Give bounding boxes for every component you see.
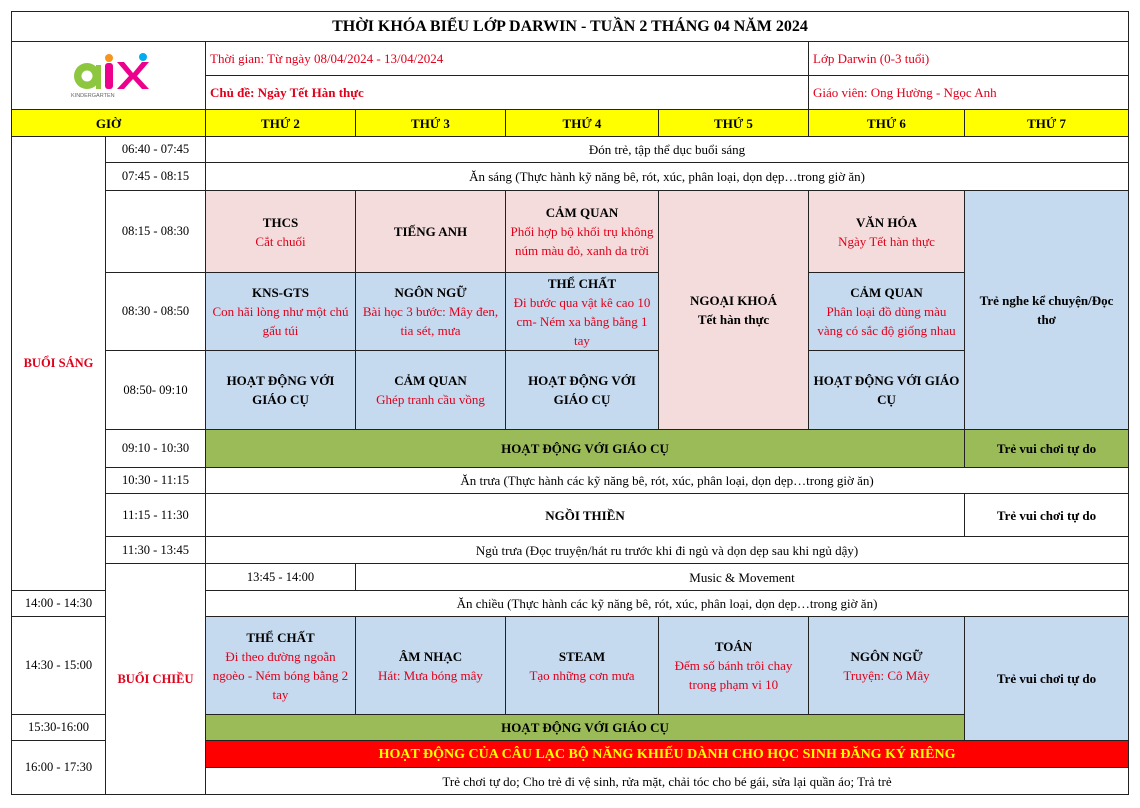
theme: Chủ đề: Ngày Tết Hàn thực (206, 76, 809, 110)
lesson-sat-morning: Trẻ nghe kể chuyện/Đọc thơ (965, 191, 1129, 430)
header-day: THỨ 5 (659, 110, 809, 137)
lesson-title: VĂN HÓA (855, 214, 918, 230)
header-day: THỨ 2 (206, 110, 356, 137)
lesson-title: CẢM QUAN (394, 373, 467, 388)
lesson-thu-extracurricular (659, 191, 809, 430)
lesson-mon-0830 (206, 273, 356, 351)
lesson-tue-0815 (356, 191, 506, 273)
timetable-title: THỜI KHÓA BIỂU LỚP DARWIN - TUẦN 2 THÁNG 04 NĂM 2024 (12, 12, 1129, 42)
time-slot: 16:00 - 17:30 (12, 741, 106, 795)
lesson-title: NGOẠI KHOÁ (689, 293, 778, 308)
session-morning: BUỔI SÁNG (12, 137, 106, 591)
lesson-title: HOẠT ĐỘNG VỚI GIÁO CỤ (528, 373, 636, 407)
lesson-fri-1430 (809, 617, 965, 715)
lesson-thu-1430 (659, 617, 809, 715)
activity-sat-free-play: Trẻ vui chơi tự do (965, 430, 1129, 468)
time-slot: 11:30 - 13:45 (106, 537, 206, 564)
lesson-fri-0830 (809, 273, 965, 351)
school-logo (12, 42, 206, 110)
activity-snack: Ăn chiều (Thực hành các kỹ năng bê, rót, xúc, phân loại, dọn dẹp…trong giờ ăn) (206, 591, 1129, 617)
activity-sat-free-play: Trẻ vui chơi tự do (965, 494, 1129, 537)
activity-lunch: Ăn trưa (Thực hành các kỹ năng bê, rót, xúc, phân loại, dọn dẹp…trong giờ ăn) (206, 468, 1129, 494)
logo-icon (67, 50, 151, 102)
lesson-title: TOÁN (714, 639, 753, 654)
teachers: Giáo viên: Ong Hường - Ngọc Anh (809, 76, 1129, 110)
lesson-detail: Đếm số bánh trôi chay trong phạm vi 10 (674, 658, 793, 692)
lesson-title: THCS (262, 214, 299, 230)
lesson-title: CẢM QUAN (545, 205, 619, 220)
lesson-detail: Đi bước qua vật kê cao 10 cm- Ném xa bằng bằng 1 tay (513, 294, 651, 348)
lesson-detail: Đi theo đường ngoằn ngoèo - Ném bóng bằng 2 tay (212, 648, 349, 702)
lesson-title: HOẠT ĐỘNG VỚI GIÁO CỤ (813, 373, 960, 407)
time-slot: 06:40 - 07:45 (106, 137, 206, 163)
lesson-mon-0815 (206, 191, 356, 273)
header-day: THỨ 3 (356, 110, 506, 137)
activity-pickup: Trẻ chơi tự do; Cho trẻ đi vệ sinh, rửa mặt, chải tóc cho bé gái, sửa lại quần áo; Trả trẻ (206, 768, 1129, 795)
lesson-detail: Con hãi lòng như một chú gấu túi (212, 304, 349, 338)
lesson-detail: Truyện: Cô Mây (843, 667, 930, 683)
lesson-wed-1430 (506, 617, 659, 715)
lesson-tue-1430 (356, 617, 506, 715)
time-slot: 15:30-16:00 (12, 715, 106, 741)
lesson-tue-0850 (356, 351, 506, 430)
activity-meditation: NGỒI THIỀN (206, 494, 965, 537)
date-range: Thời gian: Từ ngày 08/04/2024 - 13/04/2024 (206, 42, 809, 76)
lesson-fri-0815 (809, 191, 965, 273)
lesson-title: STEAM (558, 648, 606, 664)
lesson-detail: Phân loại đồ dùng màu vàng có sắc độ giống nhau (817, 304, 956, 338)
lesson-wed-0850 (506, 351, 659, 430)
lesson-title: HOẠT ĐỘNG VỚI GIÁO CỤ (226, 373, 335, 407)
lesson-wed-0830 (506, 273, 659, 351)
class-name: Lớp Darwin (0-3 tuổi) (809, 42, 1129, 76)
time-slot: 08:30 - 08:50 (106, 273, 206, 351)
lesson-detail: Tạo những cơn mưa (529, 667, 635, 683)
lesson-mon-0850 (206, 351, 356, 430)
lesson-detail: Bài học 3 bước: Mây đen, tia sét, mưa (362, 304, 499, 338)
lesson-title: TIẾNG ANH (393, 224, 468, 239)
lesson-title: KNS-GTS (251, 285, 310, 300)
lesson-detail: Hát: Mưa bóng mây (378, 667, 483, 683)
header-day: THỨ 6 (809, 110, 965, 137)
time-slot: 11:15 - 11:30 (106, 494, 206, 537)
time-slot: 10:30 - 11:15 (106, 468, 206, 494)
activity-music: Music & Movement (356, 564, 1129, 591)
lesson-title: THỂ CHẤT (246, 629, 315, 645)
time-slot: 09:10 - 10:30 (106, 430, 206, 468)
header-day: THỨ 4 (506, 110, 659, 137)
lesson-title: THỂ CHẤT (547, 275, 617, 291)
lesson-title: ÂM NHẠC (398, 648, 463, 664)
lesson-fri-0850 (809, 351, 965, 430)
activity-teaching-aids: HOẠT ĐỘNG VỚI GIÁO CỤ (206, 430, 965, 468)
time-slot: 14:00 - 14:30 (12, 591, 106, 617)
activity-teaching-aids-afternoon: HOẠT ĐỘNG VỚI GIÁO CỤ (206, 715, 965, 741)
lesson-title: NGÔN NGỮ (850, 648, 923, 664)
lesson-title: CẢM QUAN (850, 285, 923, 300)
session-afternoon: BUỔI CHIỀU (106, 564, 206, 795)
header-day: THỨ 7 (965, 110, 1129, 137)
lesson-sat-afternoon: Trẻ vui chơi tự do (965, 617, 1129, 741)
lesson-detail: Tết hàn thực (697, 312, 770, 327)
time-slot: 07:45 - 08:15 (106, 163, 206, 191)
activity-breakfast: Ăn sáng (Thực hành kỹ năng bê, rót, xúc, phân loại, dọn dẹp…trong giờ ăn) (206, 163, 1129, 191)
time-slot: 13:45 - 14:00 (206, 564, 356, 591)
activity-arrival: Đón trẻ, tập thể dục buổi sáng (206, 137, 1129, 163)
lesson-detail: Cắt chuối (255, 233, 306, 249)
lesson-detail: Ngày Tết hàn thực (838, 233, 935, 249)
time-slot: 14:30 - 15:00 (12, 617, 106, 715)
activity-talent-club: HOẠT ĐỘNG CỦA CÂU LẠC BỘ NĂNG KHIẾU DÀNH CHO HỌC SINH ĐĂNG KÝ RIÊNG (206, 741, 1129, 768)
time-slot: 08:50- 09:10 (106, 351, 206, 430)
logo-caption: KINDERGARTEN (70, 92, 115, 99)
timetable (11, 11, 1129, 795)
activity-nap: Ngủ trưa (Đọc truyện/hát ru trước khi đi ngủ và dọn dẹp sau khi ngủ dậy) (206, 537, 1129, 564)
time-slot: 08:15 - 08:30 (106, 191, 206, 273)
lesson-detail: Ghép tranh cầu vồng (376, 392, 485, 407)
lesson-tue-0830 (356, 273, 506, 351)
lesson-detail: Phối hợp bộ khối trụ không núm màu đỏ, xanh da trời (510, 224, 654, 258)
lesson-mon-1430 (206, 617, 356, 715)
lesson-title: NGÔN NGỮ (394, 285, 467, 300)
header-time: GIỜ (12, 110, 206, 137)
lesson-wed-0815 (506, 191, 659, 273)
